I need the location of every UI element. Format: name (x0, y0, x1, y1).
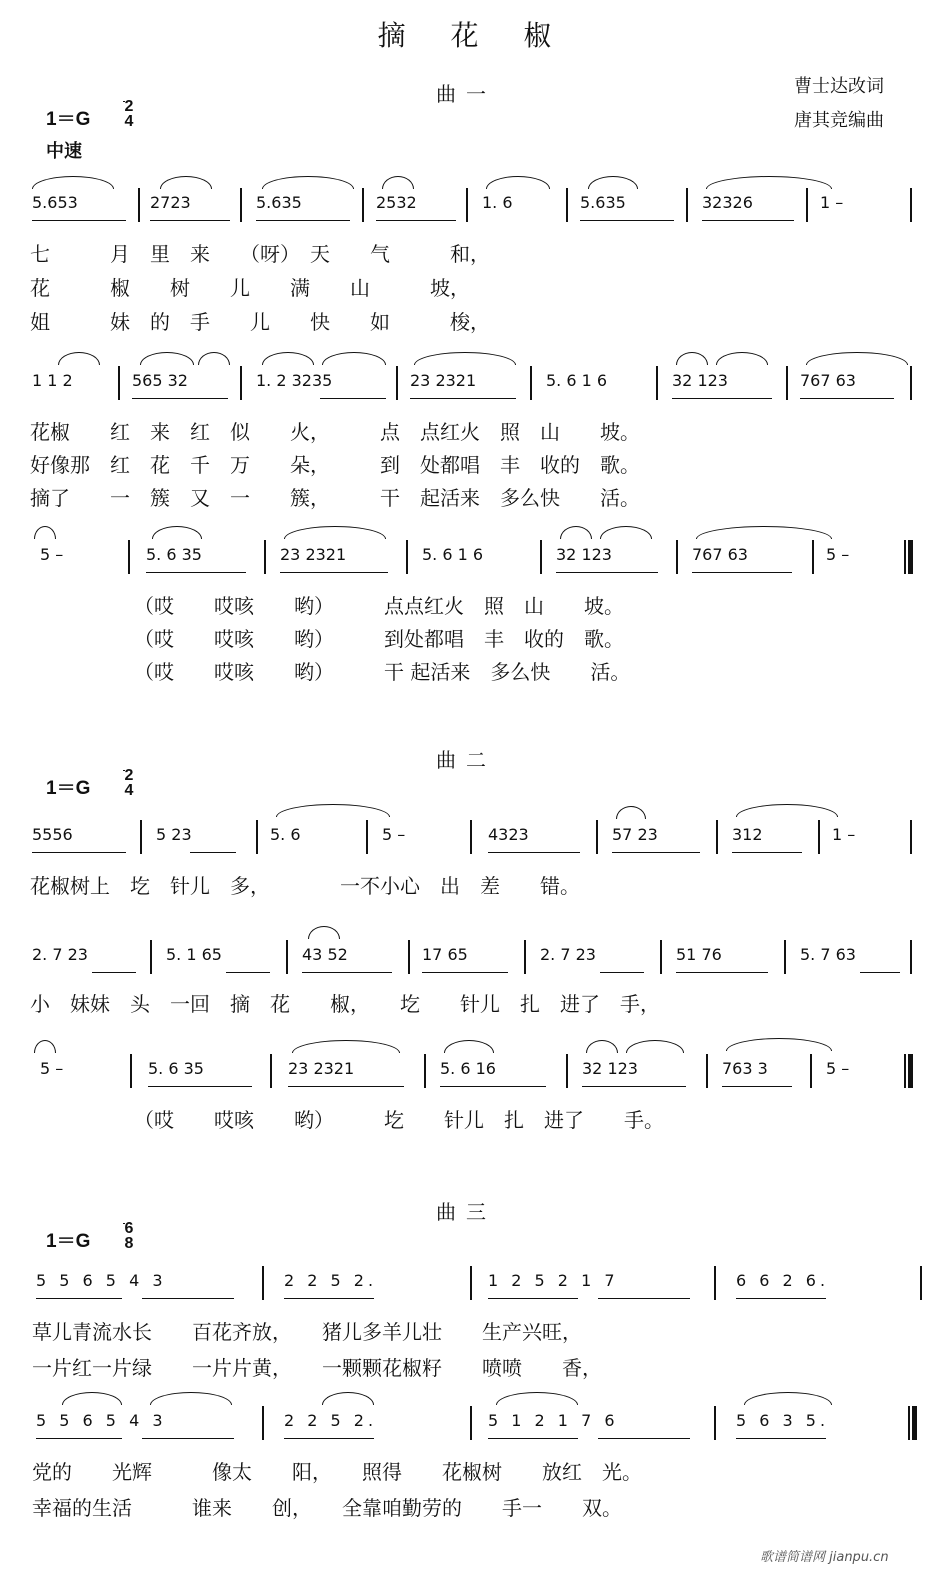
measure: 5 1 2 1 7 6 (488, 1411, 619, 1430)
lyric-line: 七 月 里 来 （呀） 天 气 和， (30, 242, 490, 266)
slur (588, 176, 638, 189)
section-3-label: 曲三 (436, 1200, 496, 1224)
lyric-line: （哎 哎咳 哟） 圪 针儿 扎 进了 手。 (134, 1108, 664, 1132)
barline (396, 366, 398, 400)
barline (920, 1266, 922, 1300)
barline (566, 188, 568, 222)
underline-beam (284, 1298, 374, 1299)
underline-beam (692, 572, 792, 573)
underline-beam (582, 1086, 686, 1087)
slur (152, 526, 202, 539)
measure: 5.653 (32, 193, 78, 212)
measure: 5. 6 (270, 825, 301, 844)
measure: 1. 2 3235 (256, 371, 333, 390)
slur (62, 1392, 122, 1405)
barline (240, 188, 242, 222)
slur (616, 806, 646, 819)
underline-beam (376, 220, 456, 221)
lyric-line: 摘了 一 簇 又 一 簇， 干 起活来 多么快 活。 (30, 486, 640, 510)
measure: 5 – (826, 545, 850, 564)
measure: 767 63 (800, 371, 856, 390)
page-title: 摘 花 椒 (377, 19, 570, 52)
slur (706, 176, 832, 189)
barline (470, 1266, 472, 1300)
measure: 763 3 (722, 1059, 768, 1078)
lyric-line: 党的 光辉 像太 阳， 照得 花椒树 放红 光。 (32, 1460, 642, 1484)
barline (540, 540, 542, 574)
barline (130, 1054, 132, 1088)
slur (444, 1040, 494, 1053)
underline-beam (860, 972, 900, 973)
measure: 32 123 (556, 545, 612, 564)
lyric-line: 小 妹妹 头 一回 摘 花 椒， 圪 针儿 扎 进了 手， (30, 992, 660, 1016)
barline (596, 820, 598, 854)
underline-beam (410, 398, 516, 399)
barline (910, 820, 912, 854)
barline (676, 540, 678, 574)
barline (262, 1266, 264, 1300)
measure: 5. 6 1 6 (546, 371, 608, 390)
barline (466, 188, 468, 222)
section-1-key: 1＝G (46, 109, 91, 130)
slur (676, 352, 708, 365)
slur (150, 1392, 232, 1405)
underline-beam (440, 1086, 546, 1087)
slur (34, 526, 56, 539)
section-2-time-signature: 2 4 (124, 767, 134, 799)
barline (786, 366, 788, 400)
measure: 5. 7 63 (800, 945, 856, 964)
slur (716, 352, 768, 365)
measure: 5. 6 35 (148, 1059, 204, 1078)
section-1-staff-row-3 (0, 538, 947, 572)
slur (284, 526, 386, 539)
measure: 1 – (820, 193, 844, 212)
section-1-staff-row-2 (0, 364, 947, 398)
underline-beam (800, 398, 894, 399)
barline (812, 540, 814, 574)
underline-beam (676, 972, 768, 973)
measure: 5556 (32, 825, 73, 844)
section-2-staff-row-3 (0, 1052, 947, 1086)
underline-beam (422, 972, 508, 973)
lyric-line: 花 椒 树 儿 满 山 坡， (30, 276, 470, 300)
underline-beam (732, 852, 802, 853)
slur (806, 352, 908, 365)
lyric-line: 姐 妹 的 手 儿 快 如 梭， (30, 310, 490, 334)
measure: 2. 7 23 (32, 945, 88, 964)
slur (34, 1040, 56, 1053)
measure: 5 – (40, 545, 64, 564)
slur (262, 352, 314, 365)
underline-beam (722, 1086, 792, 1087)
measure: 32 123 (582, 1059, 638, 1078)
measure: 23 2321 (288, 1059, 355, 1078)
section-1-label: 曲一 (436, 82, 496, 106)
lyric-line: 幸福的生活 谁来 创， 全靠咱勤劳的 手一 双。 (32, 1496, 622, 1520)
underline-beam (146, 572, 246, 573)
slur (276, 804, 390, 817)
measure: 312 (732, 825, 763, 844)
lyric-line: 好像那 红 花 千 万 朵， 到 处都唱 丰 收的 歌。 (30, 453, 640, 477)
underline-beam (672, 398, 772, 399)
barline (262, 1406, 264, 1440)
measure: 51 76 (676, 945, 722, 964)
measure: 5 5 6 5 4 3 (36, 1271, 167, 1290)
underline-beam (36, 1438, 122, 1439)
barline (128, 540, 130, 574)
underline-beam (736, 1298, 826, 1299)
slur (32, 176, 114, 189)
barline (470, 820, 472, 854)
barline (686, 188, 688, 222)
slur (140, 352, 194, 365)
lyric-line: （哎 哎咳 哟） 干 起活来 多么快 活。 (134, 660, 631, 684)
lyric-line: 花椒树上 圪 针儿 多， 一不小心 出 差 错。 (30, 874, 580, 898)
measure: 5 – (382, 825, 406, 844)
measure: 5. 6 1 6 (422, 545, 484, 564)
barline (256, 820, 258, 854)
measure: 5. 6 35 (146, 545, 202, 564)
barline (524, 940, 526, 974)
barline (784, 940, 786, 974)
site-watermark: 歌谱简谱网 jianpu.cn (760, 1550, 889, 1565)
underline-beam (598, 1298, 690, 1299)
measure: 6 6 2 6. (736, 1271, 830, 1290)
slur (486, 176, 550, 189)
underline-beam (320, 398, 386, 399)
measure: 565 32 (132, 371, 188, 390)
underline-beam (302, 972, 392, 973)
measure: 1 – (832, 825, 856, 844)
slur (322, 1392, 374, 1405)
barline (140, 820, 142, 854)
barline (408, 940, 410, 974)
measure: 5. 6 16 (440, 1059, 496, 1078)
slur (322, 352, 386, 365)
barline (362, 188, 364, 222)
composer-credit: 唐其竞编曲 (794, 110, 884, 131)
barline (264, 540, 266, 574)
measure: 5 – (826, 1059, 850, 1078)
section-3-key: 1＝G (46, 1231, 91, 1252)
barline (706, 1054, 708, 1088)
measure: 2723 (150, 193, 191, 212)
slur (160, 176, 212, 189)
slur (308, 926, 340, 939)
underline-beam (256, 220, 350, 221)
barline (530, 366, 532, 400)
underline-beam (736, 1438, 826, 1439)
underline-beam (32, 852, 126, 853)
final-barline (904, 540, 913, 574)
slur (744, 1392, 832, 1405)
underline-beam (36, 1298, 122, 1299)
measure: 23 2321 (280, 545, 347, 564)
underline-beam (612, 852, 700, 853)
section-2-staff-row-1 (0, 818, 947, 852)
measure: 1. 6 (482, 193, 513, 212)
measure: 57 23 (612, 825, 658, 844)
section-2-staff-row-2 (0, 938, 947, 972)
barline (240, 366, 242, 400)
measure: 43 52 (302, 945, 348, 964)
slur (736, 804, 838, 817)
final-barline (908, 1406, 917, 1440)
section-2-label: 曲二 (436, 748, 496, 772)
measure: 5 5 6 5 4 3 (36, 1411, 167, 1430)
measure: 2532 (376, 193, 417, 212)
slur (726, 1038, 832, 1051)
measure: 1 2 5 2 1 7 (488, 1271, 619, 1290)
slur (198, 352, 230, 365)
slur (696, 526, 832, 539)
section-1-staff-row-1 (0, 186, 947, 220)
barline (806, 188, 808, 222)
underline-beam (580, 220, 674, 221)
barline (714, 1406, 716, 1440)
barline (660, 940, 662, 974)
section-3-staff-row-2 (0, 1404, 947, 1438)
barline (656, 366, 658, 400)
slur (58, 352, 100, 365)
measure: 2 2 5 2. (284, 1411, 378, 1430)
slur (414, 352, 516, 365)
slur (600, 526, 652, 539)
underline-beam (142, 1298, 234, 1299)
barline (910, 940, 912, 974)
barline (910, 366, 912, 400)
barline (810, 1054, 812, 1088)
lyric-line: 花椒 红 来 红 似 火， 点 点红火 照 山 坡。 (30, 420, 640, 444)
section-3-time-signature: 6 8 (124, 1220, 134, 1252)
underline-beam (150, 220, 230, 221)
barline (366, 820, 368, 854)
measure: 1 1 2 (32, 371, 73, 390)
slur (262, 176, 354, 189)
underline-beam (226, 972, 270, 973)
measure: 2 2 5 2. (284, 1271, 378, 1290)
underline-beam (280, 572, 388, 573)
section-1-tempo: 中速 (46, 141, 82, 162)
measure: 5.635 (580, 193, 626, 212)
section-3-staff-row-1 (0, 1264, 947, 1298)
lyric-line: 一片红一片绿 一片片黄， 一颗颗花椒籽 喷喷 香， (32, 1356, 602, 1380)
barline (910, 188, 912, 222)
section-1-time-signature: 2 4 (124, 98, 134, 130)
barline (716, 820, 718, 854)
measure: 4323 (488, 825, 529, 844)
barline (286, 940, 288, 974)
slur (382, 176, 414, 189)
underline-beam (190, 852, 236, 853)
underline-beam (288, 1086, 404, 1087)
barline (138, 188, 140, 222)
measure: 767 63 (692, 545, 748, 564)
underline-beam (284, 1438, 374, 1439)
underline-beam (600, 972, 644, 973)
slur (586, 1040, 618, 1053)
barline (270, 1054, 272, 1088)
barline (714, 1266, 716, 1300)
lyric-line: 草儿青流水长 百花齐放， 猪儿多羊儿壮 生产兴旺， (32, 1320, 582, 1344)
underline-beam (148, 1086, 252, 1087)
lyric-line: （哎 哎咳 哟） 到处都唱 丰 收的 歌。 (134, 627, 624, 651)
slur (626, 1040, 684, 1053)
barline (406, 540, 408, 574)
underline-beam (488, 1298, 578, 1299)
measure: 2. 7 23 (540, 945, 596, 964)
underline-beam (598, 1438, 690, 1439)
barline (424, 1054, 426, 1088)
underline-beam (702, 220, 794, 221)
measure: 17 65 (422, 945, 468, 964)
measure: 5. 1 65 (166, 945, 222, 964)
section-2-key: 1＝G (46, 778, 91, 799)
barline (118, 366, 120, 400)
measure: 32 123 (672, 371, 728, 390)
underline-beam (556, 572, 658, 573)
underline-beam (32, 220, 126, 221)
measure: 32326 (702, 193, 753, 212)
barline (818, 820, 820, 854)
slur (292, 1040, 400, 1053)
measure: 5 – (40, 1059, 64, 1078)
underline-beam (142, 1438, 234, 1439)
lyricist-credit: 曹士达改词 (794, 76, 884, 97)
barline (566, 1054, 568, 1088)
barline (470, 1406, 472, 1440)
underline-beam (132, 398, 228, 399)
measure: 5.635 (256, 193, 302, 212)
underline-beam (92, 972, 136, 973)
barline (150, 940, 152, 974)
slur (560, 526, 592, 539)
underline-beam (488, 852, 580, 853)
measure: 23 2321 (410, 371, 477, 390)
lyric-line: （哎 哎咳 哟） 点点红火 照 山 坡。 (134, 594, 624, 618)
measure: 5 23 (156, 825, 192, 844)
measure: 5 6 3 5. (736, 1411, 830, 1430)
slur (496, 1392, 578, 1405)
underline-beam (488, 1438, 578, 1439)
final-barline (904, 1054, 913, 1088)
